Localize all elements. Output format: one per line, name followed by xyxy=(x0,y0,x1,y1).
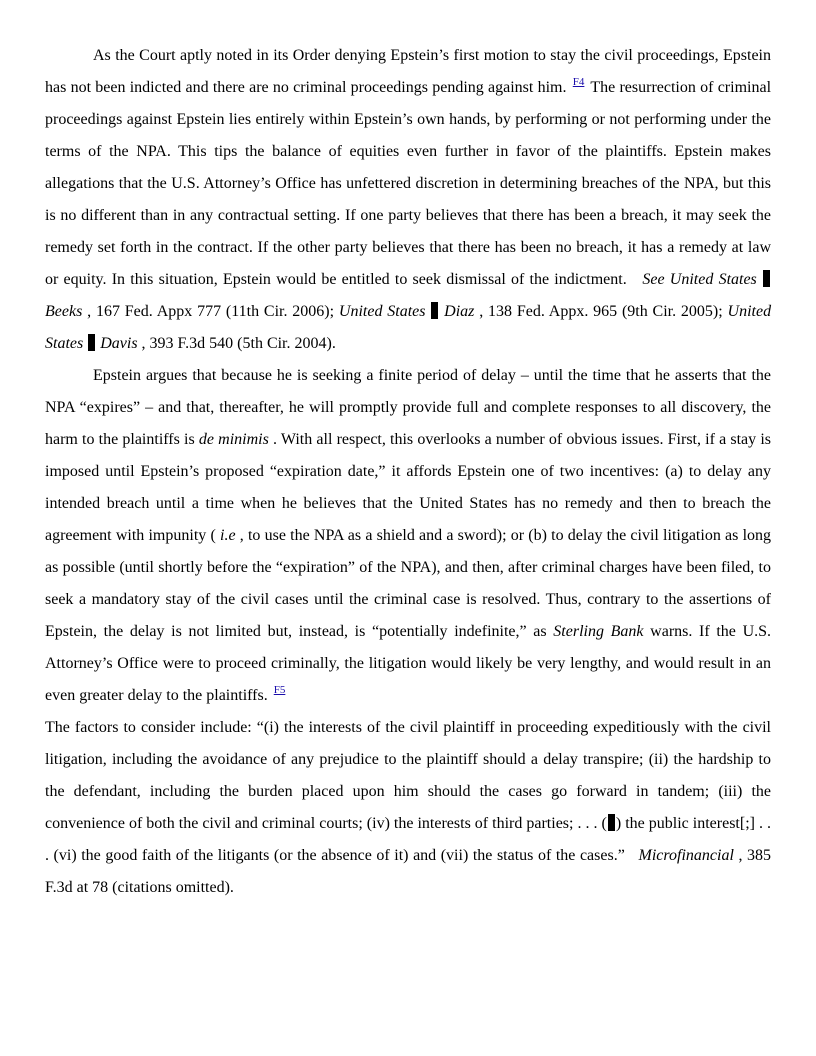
redaction-block xyxy=(608,814,615,831)
term-ie: i.e xyxy=(220,527,236,544)
case-name-sterling-bank: Sterling Bank xyxy=(553,623,644,640)
footnote-link-f4[interactable]: F4 xyxy=(572,76,585,88)
document-page xyxy=(45,40,771,904)
case-name-microfinancial: Microfinancial xyxy=(638,847,734,864)
p2-text-2: . With all respect, this overlooks a number of obvious issues. First, if a stay is imposed until Epstein’s proposed “expiration date,” it affords Epstein one of two incentives: (a) to delay any intended breach until a time when he believes that the United States has no remedy and then to breach the agreement with impunity ( xyxy=(45,431,772,544)
paragraph-3 xyxy=(45,712,771,904)
paragraph-1 xyxy=(45,40,771,360)
p1-text-1: As the Court aptly noted in its Order denying Epstein’s first motion to stay the civil proceedings, Epstein has not been indicted and there are no criminal proceedings pending against him. xyxy=(45,47,771,96)
p2-text-1: Epstein argues that because he is seeking a finite period of delay – until the time that he asserts that the NPA “expires” – and that, thereafter, he will promptly provide full and complete responses to all discovery, the harm to the plaintiffs is xyxy=(45,367,771,448)
citation-davis: , 393 F.3d 540 (5th Cir. 2004). xyxy=(141,335,336,352)
citation-united-states-3: United States xyxy=(45,303,772,352)
citation-diaz: , 138 Fed. Appx. 965 (9th Cir. 2005); xyxy=(479,303,723,320)
redaction-block xyxy=(763,270,770,287)
case-name-beeks: Beeks xyxy=(45,303,83,320)
citation-see-united-states: See United States xyxy=(642,271,757,288)
p2-text-4: warns. If the U.S. Attorney’s Office were to proceed criminally, the litigation would likely be very lengthy, and would result in an even greater delay to the plaintiffs. xyxy=(45,623,772,704)
footnote-link-f5[interactable]: F5 xyxy=(273,684,286,696)
case-name-diaz: Diaz xyxy=(444,303,475,320)
redaction-block xyxy=(431,302,438,319)
p2-text-3: , to use the NPA as a shield and a sword); or (b) to delay the civil litigation as long as possible (until shortly before the “expiration” of the NPA), and then, after criminal charges have been filed, to seek a mandatory stay of the civil cases until the criminal case is resolved. Thus, contrary to the assertions of Epstein, the delay is not limited but, instead, is “potentially indefinite,” as xyxy=(45,527,772,640)
citation-united-states-2: United States xyxy=(338,303,426,320)
term-de-minimis: de minimis xyxy=(198,431,269,448)
case-name-davis: Davis xyxy=(100,335,138,352)
citation-beeks: , 167 Fed. Appx 777 (11th Cir. 2006); xyxy=(87,303,335,320)
citation-microfinancial: , 385 F.3d at 78 (citations omitted). xyxy=(45,847,772,896)
p3-text-1: The factors to consider include: “(i) the interests of the civil plaintiff in proceeding expeditiously with the civil litigation, including the avoidance of any prejudice to the plaintiff should a delay transpire; (ii) the hardship to the defendant, including the burden placed upon him should the cases go forward in tandem; (iii) the convenience of both the civil and criminal courts; (iv) the interests of third parties; . . . ( xyxy=(45,719,771,832)
p1-text-2: The resurrection of criminal proceedings against Epstein lies entirely within Epstein’s own hands, by performing or not performing under the terms of the NPA. This tips the balance of equities even further in favor of the plaintiffs. Epstein makes allegations that the U.S. Attorney’s Office has unfettered discretion in determining breaches of the NPA, but this is no different than in any contractual setting. If one party believes that there has been a breach, it may seek the remedy set forth in the contract. If the other party believes that there has been no breach, it has a remedy at law or equity. In this situation, Epstein would be entitled to seek dismissal of the indictment. xyxy=(45,79,772,288)
redaction-block xyxy=(88,334,95,351)
paragraph-2 xyxy=(45,360,771,712)
p3-text-2: ) the public interest[;] . . . (vi) the good faith of the litigants (or the absence of it) and (vii) the status of the cases.” xyxy=(45,815,772,864)
